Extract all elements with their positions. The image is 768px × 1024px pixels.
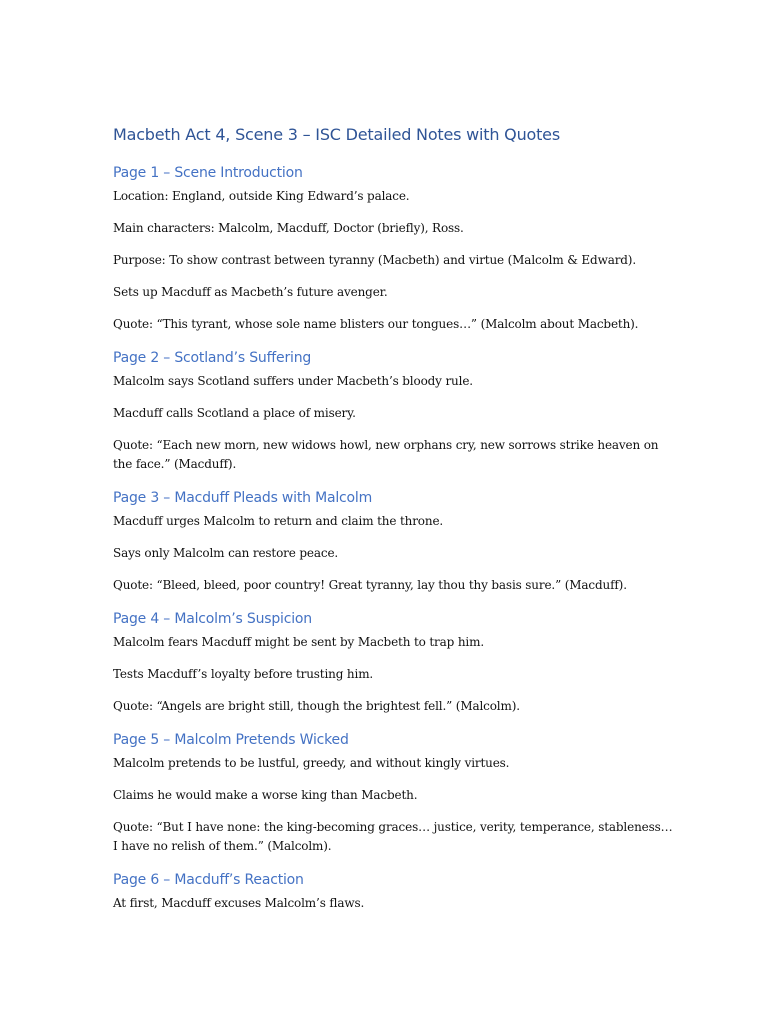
section-heading: Page 1 – Scene Introduction bbox=[113, 165, 303, 181]
paragraph: Location: England, outside King Edward’s palace. bbox=[113, 189, 410, 203]
paragraph: Malcolm pretends to be lustful, greedy, and without kingly virtues. bbox=[113, 756, 510, 770]
section-page-3 bbox=[113, 487, 673, 595]
section-page-2 bbox=[113, 347, 673, 474]
paragraph: At first, Macduff excuses Malcolm’s flaws. bbox=[113, 896, 365, 910]
paragraph: Sets up Macduff as Macbeth’s future avenger. bbox=[113, 285, 388, 299]
paragraph: Malcolm says Scotland suffers under Macbeth’s bloody rule. bbox=[113, 374, 473, 388]
section-heading: Page 2 – Scotland’s Suffering bbox=[113, 350, 312, 366]
paragraph: Tests Macduff’s loyalty before trusting him. bbox=[113, 667, 374, 681]
sections-container bbox=[113, 162, 673, 913]
paragraph: Main characters: Malcolm, Macduff, Doctor (briefly), Ross. bbox=[113, 221, 464, 235]
paragraph: Quote: “But I have none: the king-becoming graces… justice, verity, temperance, stableness… I have no relish of them.” (Malcolm). bbox=[113, 820, 673, 853]
section-heading: Page 3 – Macduff Pleads with Malcolm bbox=[113, 490, 373, 506]
paragraph: Quote: “Angels are bright still, though the brightest fell.” (Malcolm). bbox=[113, 699, 520, 713]
section-heading: Page 4 – Malcolm’s Suspicion bbox=[113, 611, 312, 627]
section-heading: Page 6 – Macduff’s Reaction bbox=[113, 872, 304, 888]
section-page-5 bbox=[113, 729, 673, 856]
section-page-6 bbox=[113, 869, 673, 913]
section-page-1 bbox=[113, 162, 673, 334]
paragraph: Macduff calls Scotland a place of misery. bbox=[113, 406, 356, 420]
paragraph: Says only Malcolm can restore peace. bbox=[113, 546, 339, 560]
paragraph: Macduff urges Malcolm to return and claim the throne. bbox=[113, 514, 444, 528]
section-heading: Page 5 – Malcolm Pretends Wicked bbox=[113, 732, 349, 748]
paragraph: Quote: “Each new morn, new widows howl, new orphans cry, new sorrows strike heaven on the face.” (Macduff). bbox=[113, 438, 659, 471]
document-title: Macbeth Act 4, Scene 3 – ISC Detailed Notes with Quotes bbox=[113, 125, 560, 144]
paragraph: Malcolm fears Macduff might be sent by Macbeth to trap him. bbox=[113, 635, 484, 649]
section-page-4 bbox=[113, 608, 673, 716]
paragraph: Quote: “Bleed, bleed, poor country! Great tyranny, lay thou thy basis sure.” (Macduff). bbox=[113, 578, 627, 592]
document-body bbox=[113, 122, 673, 926]
paragraph: Quote: “This tyrant, whose sole name blisters our tongues…” (Malcolm about Macbeth). bbox=[113, 317, 639, 331]
paragraph: Claims he would make a worse king than Macbeth. bbox=[113, 788, 418, 802]
paragraph: Purpose: To show contrast between tyranny (Macbeth) and virtue (Malcolm & Edward). bbox=[113, 253, 637, 267]
